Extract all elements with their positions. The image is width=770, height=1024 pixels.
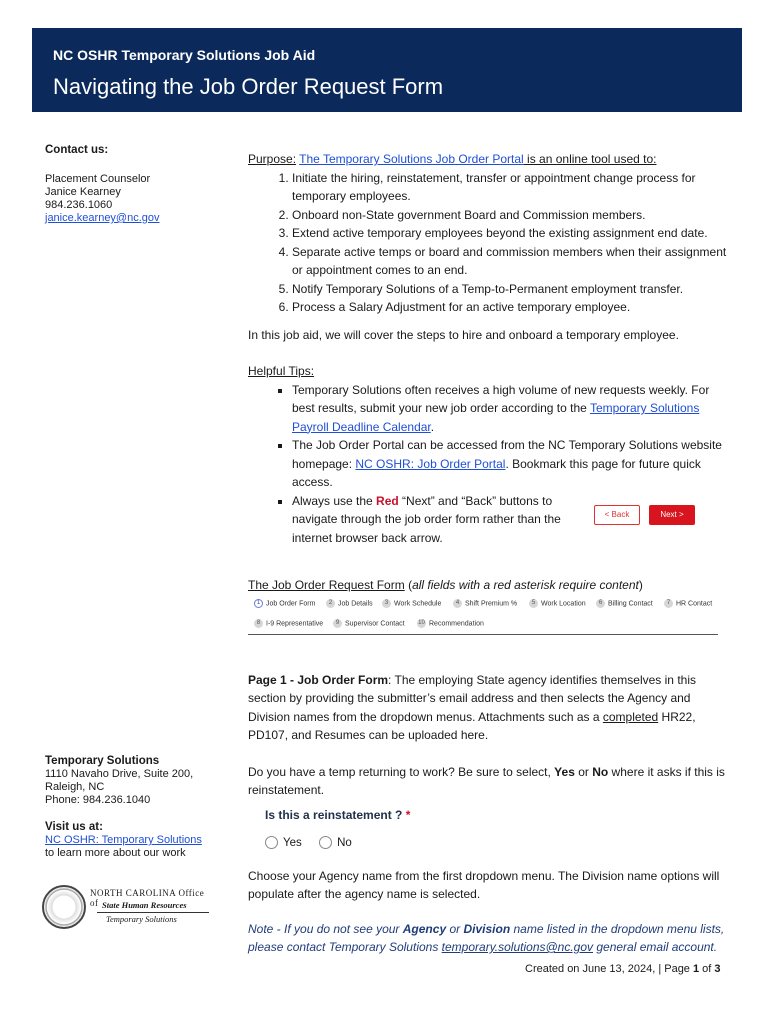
tip-3-b: “Next” and “Back” buttons to navigate through the job order form rather than the internet browser back arrow. — [292, 493, 561, 545]
purpose-item: 3. Extend active temporary employees beyond the existing assignment end date. — [292, 224, 728, 243]
main-content — [248, 150, 728, 957]
note-b: name listed in the dropdown menu lists, please contact Temporary Solutions — [248, 921, 725, 954]
purpose-item: 4. Separate active temps or board and commission members when their assignment or appointment comes to an end. — [292, 243, 728, 280]
page1-underlined: completed — [602, 709, 659, 724]
header-banner — [32, 28, 742, 112]
office-label: Temporary Solutions — [45, 755, 160, 767]
step-number: 10 — [418, 620, 425, 626]
agency-text: Choose your Agency name from the first dropdown menu. The Division name options will populate after the agency name is selected. — [248, 868, 720, 901]
step-number: 1 — [254, 599, 263, 608]
purpose-label: Purpose: — [248, 152, 297, 166]
radio-yes[interactable] — [265, 837, 302, 849]
tip-1-end: . — [430, 419, 435, 434]
tip-item — [292, 436, 728, 492]
step-number: 2 — [326, 599, 335, 608]
payroll-calendar-link[interactable]: Temporary Solutions Payroll Deadline Calendar — [292, 401, 700, 434]
job-order-portal-homepage-link[interactable]: NC OSHR: Job Order Portal — [355, 456, 506, 471]
step-recommendation[interactable] — [417, 619, 484, 628]
reinst-or: or — [574, 764, 593, 779]
step-label: Job Order Form — [266, 600, 316, 608]
footer-of: of — [699, 963, 715, 975]
reinst-a: Do you have a temp returning to work? Be sure to select, — [248, 764, 555, 779]
tip-2-text: The Job Order Portal can be accessed from the NC Temporary Solutions website homepage: — [292, 438, 722, 471]
purpose-line — [248, 150, 728, 169]
note-agency: Agency — [402, 921, 447, 936]
page1-description — [248, 671, 728, 745]
step-label: Shift Premium % — [465, 600, 518, 608]
agency-note — [248, 920, 728, 957]
note-or: or — [446, 921, 464, 936]
reinstatement-question — [265, 806, 728, 825]
state-seal-icon — [42, 885, 86, 929]
form-heading-note: all fields with a red asterisk require content — [412, 578, 639, 592]
job-order-portal-link[interactable]: The Temporary Solutions Job Order Portal — [299, 152, 524, 166]
header-kicker: NC OSHR Temporary Solutions Job Aid — [53, 47, 316, 63]
next-button[interactable]: Next > — [649, 505, 695, 525]
step-work-schedule[interactable] — [382, 599, 441, 608]
step-number: 7 — [664, 599, 673, 608]
reinstatement-text — [248, 763, 728, 800]
logo-line-1: NORTH CAROLINA Office of — [90, 888, 205, 908]
step-hr-contact[interactable] — [664, 599, 712, 608]
oshr-logo — [42, 885, 212, 931]
reinst-no: No — [592, 764, 609, 779]
step-number: 6 — [596, 599, 605, 608]
step-label: I-9 Representative — [266, 620, 324, 628]
contact-label: Contact us: — [45, 144, 109, 156]
contact-role: Placement Counselor — [45, 173, 151, 185]
form-heading: The Job Order Request Form (all fields with a red asterisk require content) — [248, 578, 643, 592]
step-i9-representative[interactable] — [254, 619, 323, 628]
reinstatement-options — [265, 833, 728, 853]
step-job-order-form[interactable] — [254, 599, 315, 608]
step-number: 4 — [453, 599, 462, 608]
page-footer — [525, 963, 721, 975]
tips-label: Helpful Tips: — [248, 364, 315, 378]
step-label: Work Location — [541, 600, 586, 608]
footer-created: Created on June 13, 2024, | Page — [525, 963, 693, 975]
purpose-suffix: is an online tool used to: — [523, 152, 657, 166]
office-phone: Phone: 984.236.1040 — [45, 794, 151, 806]
note-division: Division — [463, 921, 511, 936]
step-label: Recommendation — [429, 620, 484, 628]
step-number: 3 — [382, 599, 391, 608]
logo-divider — [97, 912, 209, 913]
radio-circle-icon[interactable] — [265, 836, 278, 849]
office-address-2: Raleigh, NC — [45, 781, 105, 793]
contact-phone: 984.236.1060 — [45, 199, 113, 211]
step-work-location[interactable] — [529, 599, 586, 608]
contact-name: Janice Kearney — [45, 186, 121, 198]
radio-no[interactable] — [319, 837, 352, 849]
visit-label: Visit us at: — [45, 821, 103, 833]
office-address-1: 1110 Navaho Drive, Suite 200, — [45, 768, 194, 780]
tip-3-red: Red — [376, 493, 399, 508]
page-title: Navigating the Job Order Request Form — [53, 74, 444, 99]
note-a: Note - If you do not see your — [248, 921, 403, 936]
step-number: 8 — [254, 619, 263, 628]
logo-line-3: Temporary Solutions — [106, 914, 177, 924]
footer-page: 1 — [692, 963, 700, 975]
page1-title: Page 1 - Job Order Form — [248, 672, 389, 687]
tip-item — [292, 381, 728, 437]
visit-link[interactable]: NC OSHR: Temporary Solutions — [45, 834, 202, 846]
form-heading-title: The Job Order Request Form — [248, 578, 405, 592]
temporary-solutions-email[interactable]: temporary.solutions@nc.gov — [441, 940, 594, 954]
purpose-item: 1. Initiate the hiring, reinstatement, transfer or appointment change process for temporary employees. — [292, 169, 728, 206]
step-label: Billing Contact — [608, 600, 653, 608]
step-billing-contact[interactable] — [596, 599, 653, 608]
reinst-yes: Yes — [554, 764, 575, 779]
radio-circle-icon[interactable] — [319, 836, 332, 849]
tip-3-a: Always use the — [292, 493, 377, 508]
purpose-item: 2. Onboard non-State government Board and Commission members. — [292, 206, 728, 225]
note-c: general email account. — [593, 940, 718, 954]
reinst-b: where it asks if this is reinstatement. — [248, 764, 725, 797]
step-job-details[interactable] — [326, 599, 373, 608]
purpose-item: 6. Process a Salary Adjustment for an active temporary employee. — [292, 298, 728, 317]
tip-item — [292, 492, 592, 548]
sidebar — [45, 144, 225, 860]
page1-text-b: HR22, PD107, and Resumes can be uploaded here. — [248, 709, 696, 742]
step-shift-premium[interactable] — [453, 599, 517, 608]
contact-email-link[interactable]: janice.kearney@nc.gov — [45, 212, 160, 224]
step-label: Supervisor Contact — [345, 620, 405, 628]
visit-text: to learn more about our work — [45, 847, 186, 859]
tip-2-end: . Bookmark this page for future quick access. — [292, 456, 701, 489]
purpose-list — [292, 169, 728, 317]
step-label: Work Schedule — [394, 600, 442, 608]
footer-total: 3 — [714, 963, 721, 975]
step-label: HR Contact — [676, 600, 713, 608]
tip-1-text: Temporary Solutions often receives a high volume of new requests weekly. For best results, submit your new job order according to the — [292, 382, 710, 415]
purpose-item: 5. Notify Temporary Solutions of a Temp-to-Permanent employment transfer. — [292, 280, 728, 299]
radio-yes-label: Yes — [283, 837, 302, 849]
page1-text-a: : The employing State agency identifies themselves in this section by providing the submitter’s email address and then selects the Agency and Division names from the dropdown menus. Attachments such as a — [248, 672, 696, 724]
step-supervisor-contact[interactable] — [333, 619, 405, 628]
steps-divider — [248, 634, 718, 635]
step-label: Job Details — [338, 600, 373, 608]
back-button[interactable]: < Back — [594, 505, 640, 525]
question-text: Is this a reinstatement ? — [265, 807, 403, 822]
logo-line-2: State Human Resources — [102, 900, 187, 910]
intro-text: In this job aid, we will cover the steps to hire and onboard a temporary employee. — [248, 327, 679, 342]
step-number: 9 — [333, 619, 342, 628]
step-number: 5 — [529, 599, 538, 608]
radio-no-label: No — [337, 837, 352, 849]
required-asterisk: * — [405, 807, 411, 822]
